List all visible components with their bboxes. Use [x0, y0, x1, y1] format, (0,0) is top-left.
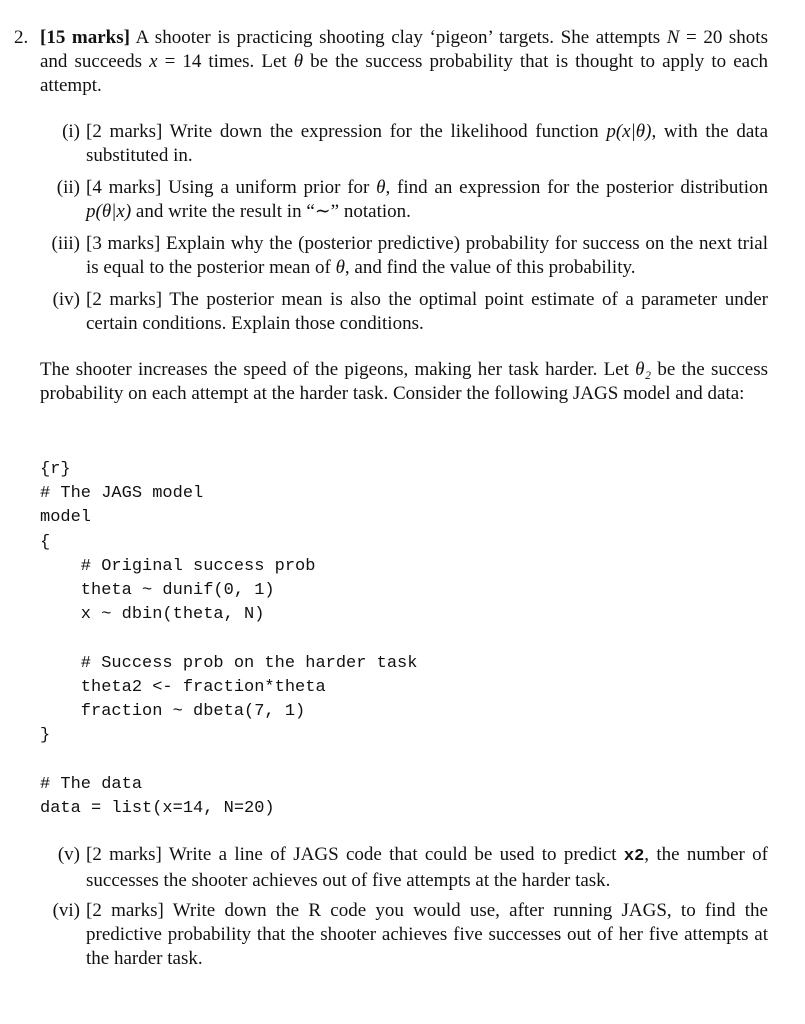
part-ii: (ii) [4 marks] Using a uniform prior for θ, find an expression for the posterior distribution p(θ|x) and write the result in “∼” notation.	[40, 176, 768, 224]
harder-task-paragraph: The shooter increases the speed of the pigeons, making her task harder. Let θ₂ be the success probability on each attempt at the harder task. Consider the following JAGS model and data:	[40, 359, 768, 404]
part-label: (iv)	[52, 289, 80, 310]
part-iv: (iv) [2 marks] The posterior mean is also the optimal point estimate of a parameter under certain conditions. Explain those conditions.	[40, 288, 768, 336]
part-vi: (vi) [2 marks] Write down the R code you would use, after running JAGS, to find the predictive probability that the shooter achieves five successes out of her five attempts at the harder task.	[40, 899, 768, 971]
part-iii: (iii) [3 marks] Explain why the (posterior predictive) probability for success on the next trial is equal to the posterior mean of θ, and find the value of this probability.	[40, 232, 768, 280]
part-i: (i) [2 marks] Write down the expression for the likelihood function p(x|θ), with the data substituted in.	[40, 120, 768, 168]
question-marks: [15 marks]	[40, 27, 130, 48]
question-number: 2.	[14, 27, 29, 48]
part-label: (vi)	[52, 900, 80, 921]
jags-code-block: {r} # The JAGS model model { # Original success prob theta ~ dunif(0, 1) x ~ dbin(theta, N) # Success prob on the harder task theta2 <- fraction*theta fraction ~ dbeta(7, 1) } # The data data = list(x=14, N=20)	[40, 460, 418, 818]
part-label: (iii)	[51, 233, 80, 254]
part-v: (v) [2 marks] Write a line of JAGS code that could be used to predict x2, the number of successes the shooter achieves out of five attempts at the harder task.	[40, 843, 768, 893]
question-intro: [15 marks] A shooter is practicing shooting clay ‘pigeon’ targets. She attempts N = 20 shots and succeeds x = 14 times. Let θ be the success probability that is thought to apply to each attempt.	[40, 27, 768, 96]
part-label: (i)	[62, 121, 80, 142]
part-label: (v)	[57, 844, 80, 865]
part-label: (ii)	[56, 177, 80, 198]
